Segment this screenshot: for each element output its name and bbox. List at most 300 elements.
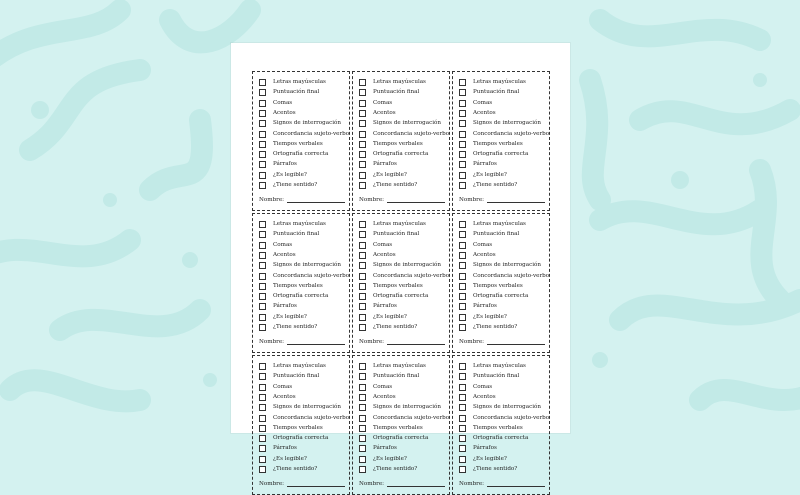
checklist-item-label: Concordancia sujeto-verbo bbox=[273, 414, 350, 421]
checklist-item bbox=[459, 302, 497, 311]
checklist-item-label: ¿Tiene sentido? bbox=[273, 466, 318, 472]
checkbox[interactable] bbox=[459, 445, 466, 452]
checklist-item-label: ¿Es legible? bbox=[473, 313, 507, 320]
checklist-item bbox=[459, 150, 528, 159]
checklist-item bbox=[359, 272, 449, 281]
checkbox[interactable] bbox=[459, 324, 466, 331]
checkbox[interactable] bbox=[459, 242, 466, 249]
checklist-item-label: ¿Tiene sentido? bbox=[373, 324, 418, 330]
checkbox[interactable] bbox=[259, 283, 266, 290]
checkbox[interactable] bbox=[259, 314, 266, 321]
name-line[interactable] bbox=[287, 197, 345, 203]
checklist-item bbox=[259, 282, 323, 291]
checklist-item-label: Signos de interrogación bbox=[273, 262, 341, 269]
checklist-item bbox=[359, 220, 426, 229]
checkbox[interactable] bbox=[359, 394, 366, 401]
checklist-item-label: Tiempos verbales bbox=[273, 140, 323, 147]
checkbox[interactable] bbox=[259, 110, 266, 117]
checklist-item bbox=[359, 465, 417, 474]
checklist-item-label: ¿Es legible? bbox=[473, 455, 507, 462]
checklist-item bbox=[459, 230, 519, 239]
checklist-item bbox=[459, 181, 517, 190]
name-line[interactable] bbox=[487, 197, 545, 203]
checkbox[interactable] bbox=[259, 79, 266, 86]
name-line[interactable] bbox=[487, 481, 545, 487]
checklist-item-label: Acentos bbox=[473, 393, 496, 400]
checklist-item bbox=[359, 109, 396, 118]
checklist-item-label: Signos de interrogación bbox=[373, 120, 441, 127]
checklist-item-label: Puntuación final bbox=[373, 89, 420, 96]
checklist-item-label: Signos de interrogación bbox=[373, 262, 441, 269]
checkbox[interactable] bbox=[359, 141, 366, 148]
checklist-item-label: Concordancia sujeto-verbo bbox=[373, 414, 450, 421]
checklist-item-label: ¿Tiene sentido? bbox=[373, 182, 418, 188]
checkbox[interactable] bbox=[359, 435, 366, 442]
name-row bbox=[259, 339, 345, 345]
checkbox[interactable] bbox=[259, 445, 266, 452]
checklist-item-label: Tiempos verbales bbox=[373, 424, 423, 431]
checklist-item-label: Letras mayúsculas bbox=[473, 363, 526, 369]
checklist-item-label: Tiempos verbales bbox=[373, 140, 423, 147]
checklist-item bbox=[359, 403, 441, 412]
checklist-item bbox=[459, 465, 517, 474]
checklist-item-label: Letras mayúsculas bbox=[373, 363, 426, 369]
name-line[interactable] bbox=[487, 339, 545, 345]
checklist-item-label: Acentos bbox=[373, 251, 396, 258]
checkbox[interactable] bbox=[359, 221, 366, 228]
checklist-item bbox=[459, 171, 507, 180]
checkbox[interactable] bbox=[259, 324, 266, 331]
checklist-item bbox=[359, 444, 397, 453]
checklist-item-label: ¿Es legible? bbox=[373, 455, 407, 462]
checklist-card bbox=[352, 213, 450, 353]
checkbox[interactable] bbox=[459, 283, 466, 290]
checklist-item bbox=[259, 313, 307, 322]
checkbox[interactable] bbox=[359, 415, 366, 422]
checklist-card bbox=[452, 71, 550, 211]
checklist-item-label: Comas bbox=[273, 99, 293, 106]
checkbox[interactable] bbox=[459, 182, 466, 189]
checklist-item bbox=[259, 424, 323, 433]
checklist-item bbox=[259, 302, 297, 311]
checklist-item-label: Letras mayúsculas bbox=[473, 79, 526, 85]
checkbox[interactable] bbox=[259, 151, 266, 158]
checklist-grid bbox=[252, 71, 552, 487]
checklist-item bbox=[459, 251, 496, 260]
checkbox[interactable] bbox=[459, 373, 466, 380]
checklist-item bbox=[359, 181, 417, 190]
checkbox[interactable] bbox=[459, 404, 466, 411]
checklist-item bbox=[359, 171, 407, 180]
checklist-item bbox=[459, 323, 517, 332]
checklist-item-label: ¿Tiene sentido? bbox=[473, 466, 518, 472]
checkbox[interactable] bbox=[359, 324, 366, 331]
checklist-item-label: ¿Tiene sentido? bbox=[373, 466, 418, 472]
checklist-item-label: ¿Es legible? bbox=[273, 313, 307, 320]
checklist-item-label: Comas bbox=[373, 99, 393, 106]
checklist-item-label: Ortografía correcta bbox=[273, 435, 329, 442]
checkbox[interactable] bbox=[359, 303, 366, 310]
checklist-item-label: Signos de interrogación bbox=[373, 404, 441, 411]
checklist-item bbox=[359, 119, 441, 128]
checklist-item-label: Concordancia sujeto-verbo bbox=[273, 272, 350, 279]
checkbox[interactable] bbox=[259, 100, 266, 107]
checkbox[interactable] bbox=[259, 131, 266, 138]
checklist-item bbox=[459, 414, 549, 423]
checklist-item bbox=[359, 434, 428, 443]
checkbox[interactable] bbox=[359, 262, 366, 269]
worksheet-page bbox=[231, 43, 570, 487]
checklist-card bbox=[352, 71, 450, 211]
checklist-item bbox=[259, 241, 292, 250]
checkbox[interactable] bbox=[459, 384, 466, 391]
checklist-item-label: Signos de interrogación bbox=[473, 120, 541, 127]
checkbox[interactable] bbox=[459, 314, 466, 321]
checklist-item-label: Comas bbox=[473, 99, 493, 106]
checkbox[interactable] bbox=[459, 293, 466, 300]
checkbox[interactable] bbox=[459, 161, 466, 168]
checkbox[interactable] bbox=[359, 273, 366, 280]
checklist-item bbox=[259, 465, 317, 474]
checklist-item-label: Ortografía correcta bbox=[373, 293, 429, 300]
checklist-item-label: ¿Tiene sentido? bbox=[473, 182, 518, 188]
checklist-card bbox=[352, 355, 450, 495]
checklist-item-label: Puntuación final bbox=[273, 373, 320, 380]
checklist-card bbox=[252, 355, 350, 495]
checkbox[interactable] bbox=[259, 466, 266, 473]
checklist-item-label: Ortografía correcta bbox=[473, 435, 529, 442]
name-row bbox=[259, 481, 345, 487]
checklist-item-label: Párrafos bbox=[473, 445, 497, 452]
checklist-item-label: Acentos bbox=[473, 251, 496, 258]
checklist-item-label: Letras mayúsculas bbox=[473, 221, 526, 227]
checklist-item-label: Acentos bbox=[273, 251, 296, 258]
name-label: Nombre: bbox=[459, 481, 485, 487]
checkbox[interactable] bbox=[459, 466, 466, 473]
checklist-item bbox=[259, 414, 349, 423]
checkbox[interactable] bbox=[259, 415, 266, 422]
checklist-item-label: Ortografía correcta bbox=[473, 151, 529, 158]
checklist-item-label: ¿Es legible? bbox=[473, 171, 507, 178]
checklist-item bbox=[259, 372, 319, 381]
checklist-item bbox=[359, 414, 449, 423]
checkbox[interactable] bbox=[359, 151, 366, 158]
checklist-item bbox=[359, 130, 449, 139]
checkbox[interactable] bbox=[459, 456, 466, 463]
checklist-item bbox=[459, 272, 549, 281]
checkbox[interactable] bbox=[459, 363, 466, 370]
checkbox[interactable] bbox=[259, 363, 266, 370]
checklist-item bbox=[459, 241, 492, 250]
checkbox[interactable] bbox=[259, 384, 266, 391]
checklist-item-label: Acentos bbox=[273, 109, 296, 116]
checkbox[interactable] bbox=[359, 231, 366, 238]
checklist-item bbox=[459, 130, 549, 139]
checklist-item bbox=[259, 109, 296, 118]
checklist-item bbox=[459, 140, 523, 149]
checklist-item bbox=[359, 313, 407, 322]
checkbox[interactable] bbox=[459, 79, 466, 86]
checklist-item-label: Comas bbox=[373, 241, 393, 248]
checklist-item bbox=[259, 150, 328, 159]
checkbox[interactable] bbox=[359, 79, 366, 86]
checkbox[interactable] bbox=[459, 303, 466, 310]
name-row bbox=[359, 197, 445, 203]
checkbox[interactable] bbox=[359, 89, 366, 96]
name-line[interactable] bbox=[387, 197, 445, 203]
checklist-item bbox=[359, 372, 419, 381]
checklist-item-label: Acentos bbox=[373, 109, 396, 116]
checkbox[interactable] bbox=[459, 221, 466, 228]
checklist-item-label: ¿Tiene sentido? bbox=[273, 324, 318, 330]
checkbox[interactable] bbox=[459, 435, 466, 442]
checklist-item bbox=[359, 302, 397, 311]
checklist-item-label: Puntuación final bbox=[473, 373, 520, 380]
checklist-item-label: Tiempos verbales bbox=[473, 424, 523, 431]
checklist-item bbox=[459, 78, 526, 87]
checkbox[interactable] bbox=[259, 394, 266, 401]
checkbox[interactable] bbox=[259, 425, 266, 432]
checkbox[interactable] bbox=[459, 120, 466, 127]
checkbox[interactable] bbox=[459, 89, 466, 96]
checklist-item bbox=[259, 220, 326, 229]
checklist-item-label: ¿Es legible? bbox=[273, 455, 307, 462]
checklist-item bbox=[359, 261, 441, 270]
checklist-item bbox=[359, 140, 423, 149]
checkbox[interactable] bbox=[359, 373, 366, 380]
checkbox[interactable] bbox=[459, 425, 466, 432]
checklist-item-label: Párrafos bbox=[373, 445, 397, 452]
checklist-item-label: Comas bbox=[473, 241, 493, 248]
checkbox[interactable] bbox=[459, 273, 466, 280]
checklist-item bbox=[459, 261, 541, 270]
checkbox[interactable] bbox=[459, 100, 466, 107]
checklist-item-label: Acentos bbox=[473, 109, 496, 116]
checklist-item-label: Párrafos bbox=[273, 161, 297, 168]
checklist-item bbox=[259, 88, 319, 97]
checklist-item-label: Letras mayúsculas bbox=[373, 79, 426, 85]
checklist-item bbox=[459, 88, 519, 97]
checklist-item-label: Concordancia sujeto-verbo bbox=[373, 272, 450, 279]
checklist-item bbox=[259, 99, 292, 108]
checkbox[interactable] bbox=[259, 262, 266, 269]
checkbox[interactable] bbox=[359, 293, 366, 300]
checklist-item-label: Párrafos bbox=[373, 161, 397, 168]
checkbox[interactable] bbox=[259, 435, 266, 442]
checkbox[interactable] bbox=[259, 221, 266, 228]
checklist-item bbox=[259, 140, 323, 149]
checklist-item bbox=[359, 150, 428, 159]
checklist-item-label: Concordancia sujeto-verbo bbox=[473, 414, 550, 421]
name-label: Nombre: bbox=[359, 481, 385, 487]
checkbox[interactable] bbox=[259, 373, 266, 380]
checklist-item-label: Tiempos verbales bbox=[473, 140, 523, 147]
checklist-item-label: Concordancia sujeto-verbo bbox=[273, 130, 350, 137]
checkbox[interactable] bbox=[359, 466, 366, 473]
checkbox[interactable] bbox=[259, 89, 266, 96]
checkbox[interactable] bbox=[359, 314, 366, 321]
checklist-item bbox=[359, 241, 392, 250]
checklist-item bbox=[459, 444, 497, 453]
checklist-item bbox=[459, 372, 519, 381]
checklist-item bbox=[259, 181, 317, 190]
checkbox[interactable] bbox=[259, 182, 266, 189]
checkbox[interactable] bbox=[359, 445, 366, 452]
checklist-item bbox=[259, 251, 296, 260]
checkbox[interactable] bbox=[359, 100, 366, 107]
checkbox[interactable] bbox=[359, 172, 366, 179]
checklist-item bbox=[259, 130, 349, 139]
checkbox[interactable] bbox=[359, 384, 366, 391]
name-row bbox=[459, 481, 545, 487]
checklist-item bbox=[459, 313, 507, 322]
checklist-item bbox=[259, 444, 297, 453]
checkbox[interactable] bbox=[459, 231, 466, 238]
checklist-item bbox=[459, 282, 523, 291]
checklist-item-label: Comas bbox=[373, 383, 393, 390]
checkbox[interactable] bbox=[459, 172, 466, 179]
checklist-item-label: Párrafos bbox=[273, 303, 297, 310]
checklist-item-label: ¿Es legible? bbox=[273, 171, 307, 178]
checklist-item bbox=[359, 99, 392, 108]
checklist-item-label: Acentos bbox=[273, 393, 296, 400]
checklist-item bbox=[359, 455, 407, 464]
checkbox[interactable] bbox=[259, 252, 266, 259]
checklist-item bbox=[459, 362, 526, 371]
checklist-item-label: Puntuación final bbox=[273, 231, 320, 238]
checklist-item bbox=[259, 230, 319, 239]
checklist-item-label: Tiempos verbales bbox=[373, 282, 423, 289]
checklist-item-label: Concordancia sujeto-verbo bbox=[473, 272, 550, 279]
checkbox[interactable] bbox=[459, 415, 466, 422]
checkbox[interactable] bbox=[259, 293, 266, 300]
checkbox[interactable] bbox=[459, 110, 466, 117]
checklist-item-label: Tiempos verbales bbox=[273, 424, 323, 431]
checklist-item-label: Letras mayúsculas bbox=[273, 221, 326, 227]
checkbox[interactable] bbox=[459, 262, 466, 269]
checklist-item bbox=[259, 393, 296, 402]
checkbox[interactable] bbox=[259, 242, 266, 249]
name-row bbox=[459, 197, 545, 203]
checkbox[interactable] bbox=[459, 394, 466, 401]
checklist-item-label: Acentos bbox=[373, 393, 396, 400]
checkbox[interactable] bbox=[459, 252, 466, 259]
checkbox[interactable] bbox=[359, 120, 366, 127]
checkbox[interactable] bbox=[259, 273, 266, 280]
checklist-item-label: Signos de interrogación bbox=[273, 404, 341, 411]
name-row bbox=[359, 481, 445, 487]
checklist-item-label: Concordancia sujeto-verbo bbox=[473, 130, 550, 137]
checkbox[interactable] bbox=[359, 182, 366, 189]
checklist-item bbox=[459, 99, 492, 108]
checklist-item-label: ¿Tiene sentido? bbox=[473, 324, 518, 330]
checklist-item bbox=[459, 109, 496, 118]
checkbox[interactable] bbox=[259, 172, 266, 179]
checklist-item-label: Tiempos verbales bbox=[273, 282, 323, 289]
checklist-item-label: Puntuación final bbox=[373, 231, 420, 238]
checklist-item bbox=[259, 362, 326, 371]
checklist-item bbox=[459, 393, 496, 402]
checkbox[interactable] bbox=[459, 131, 466, 138]
name-label: Nombre: bbox=[359, 339, 385, 345]
checklist-item bbox=[359, 323, 417, 332]
checklist-item-label: ¿Tiene sentido? bbox=[273, 182, 318, 188]
name-line[interactable] bbox=[287, 339, 345, 345]
checkbox[interactable] bbox=[259, 141, 266, 148]
checklist-item-label: Ortografía correcta bbox=[473, 293, 529, 300]
checklist-item-label: Letras mayúsculas bbox=[373, 221, 426, 227]
checkbox[interactable] bbox=[359, 283, 366, 290]
checklist-item-label: Tiempos verbales bbox=[473, 282, 523, 289]
checklist-item-label: Puntuación final bbox=[473, 89, 520, 96]
checklist-item bbox=[459, 403, 541, 412]
checklist-item bbox=[259, 78, 326, 87]
checkbox[interactable] bbox=[259, 404, 266, 411]
checklist-item-label: Puntuación final bbox=[373, 373, 420, 380]
checklist-item-label: Comas bbox=[473, 383, 493, 390]
checklist-item-label: Puntuación final bbox=[473, 231, 520, 238]
checklist-item bbox=[259, 323, 317, 332]
checkbox[interactable] bbox=[359, 110, 366, 117]
checklist-item bbox=[459, 160, 497, 169]
name-line[interactable] bbox=[387, 481, 445, 487]
checklist-item-label: Signos de interrogación bbox=[473, 262, 541, 269]
checklist-item bbox=[259, 119, 341, 128]
checkbox[interactable] bbox=[459, 141, 466, 148]
checkbox[interactable] bbox=[259, 456, 266, 463]
name-line[interactable] bbox=[287, 481, 345, 487]
checkbox[interactable] bbox=[259, 303, 266, 310]
checkbox[interactable] bbox=[359, 363, 366, 370]
checkbox[interactable] bbox=[359, 456, 366, 463]
checklist-item bbox=[359, 88, 419, 97]
checklist-item-label: Concordancia sujeto-verbo bbox=[373, 130, 450, 137]
checklist-item-label: Ortografía correcta bbox=[373, 435, 429, 442]
name-label: Nombre: bbox=[259, 197, 285, 203]
checklist-item bbox=[259, 403, 341, 412]
checkbox[interactable] bbox=[359, 242, 366, 249]
checklist-item bbox=[459, 455, 507, 464]
checkbox[interactable] bbox=[259, 231, 266, 238]
checkbox[interactable] bbox=[259, 161, 266, 168]
checkbox[interactable] bbox=[359, 131, 366, 138]
checklist-card bbox=[252, 71, 350, 211]
checklist-item bbox=[359, 251, 396, 260]
checklist-item-label: Párrafos bbox=[473, 303, 497, 310]
checklist-item-label: Párrafos bbox=[473, 161, 497, 168]
checklist-item bbox=[259, 455, 307, 464]
checkbox[interactable] bbox=[359, 161, 366, 168]
checklist-item bbox=[359, 160, 397, 169]
checklist-item-label: Párrafos bbox=[273, 445, 297, 452]
name-line[interactable] bbox=[387, 339, 445, 345]
checklist-item bbox=[259, 171, 307, 180]
checkbox[interactable] bbox=[359, 425, 366, 432]
checkbox[interactable] bbox=[359, 252, 366, 259]
checklist-item bbox=[459, 383, 492, 392]
checklist-item bbox=[359, 424, 423, 433]
checklist-item bbox=[359, 383, 392, 392]
checklist-item bbox=[259, 383, 292, 392]
checklist-item bbox=[459, 424, 523, 433]
checklist-item-label: Comas bbox=[273, 383, 293, 390]
checklist-item bbox=[359, 78, 426, 87]
checklist-item-label: ¿Es legible? bbox=[373, 171, 407, 178]
checklist-item bbox=[459, 220, 526, 229]
checkbox[interactable] bbox=[259, 120, 266, 127]
checkbox[interactable] bbox=[359, 404, 366, 411]
checkbox[interactable] bbox=[459, 151, 466, 158]
